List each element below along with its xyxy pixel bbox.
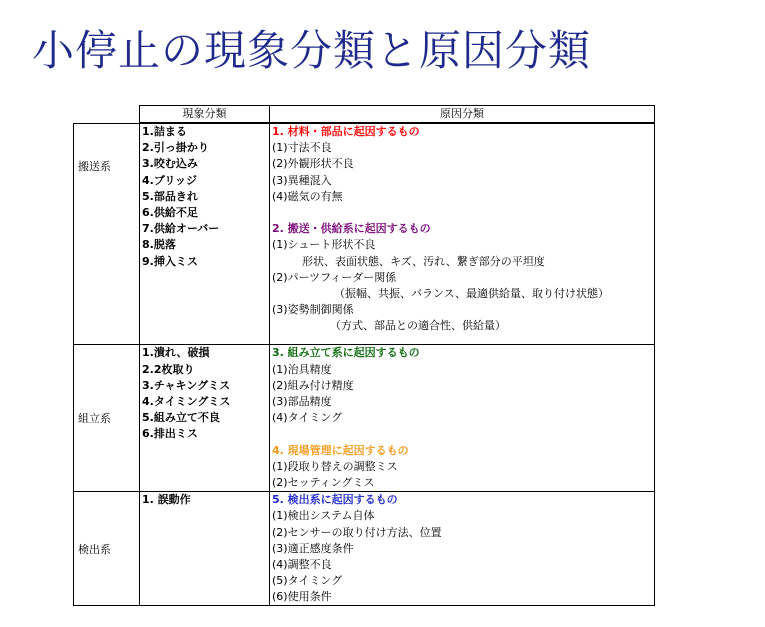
- cause-item: (2)外観形状不良: [272, 157, 354, 171]
- phenomenon-item: 7.供給オーバー: [142, 222, 220, 236]
- cause-heading: 3. 組み立て系に起因するもの: [272, 346, 420, 360]
- cause-item: (1)寸法不良: [272, 141, 332, 155]
- cause-item: (4)タイミング: [272, 411, 343, 425]
- phenomenon-item: 2.引っ掛かり: [142, 141, 209, 155]
- cause-item-detail: （方式、部品との適合性、供給量）: [330, 319, 506, 333]
- cause-item: (6)使用条件: [272, 590, 332, 604]
- phenomenon-item: 1.詰まる: [142, 125, 187, 138]
- page-title: 小停止の現象分類と原因分類: [32, 26, 592, 75]
- cause-item-detail: 形状、表面状態、キズ、汚れ、繋ぎ部分の平坦度: [302, 254, 545, 268]
- table-row-assembly: [74, 345, 655, 492]
- phenomenon-item: 3.チャキングミス: [142, 378, 231, 392]
- phenomenon-item: 2.2枚取り: [142, 362, 195, 376]
- cause-item-detail: （振幅、共振、バランス、最適供給量、取り付け状態）: [334, 286, 609, 300]
- header-row: [74, 106, 655, 124]
- cause-item: (3)部品精度: [272, 395, 332, 408]
- category-cell: 搬送系: [74, 123, 140, 345]
- cause-item: (2)セッティングミス: [272, 475, 375, 489]
- cause-item: (3)異種混入: [272, 173, 332, 187]
- cause-heading: 4. 現場管理に起因するもの: [272, 443, 409, 457]
- cause-cell: [270, 123, 655, 345]
- phenomenon-item: 5.部品きれ: [142, 189, 198, 203]
- cause-item: (1)段取り替えの調整ミス: [272, 459, 398, 473]
- phenomenon-item: 8.脱落: [142, 238, 176, 252]
- phenomenon-item: 4.ブリッジ: [142, 173, 197, 187]
- phenomenon-item: 1. 誤動作: [142, 493, 191, 507]
- spacer: [272, 205, 654, 221]
- classification-table: [73, 105, 655, 606]
- header-phenomenon: 現象分類: [140, 106, 270, 124]
- table-row-detection: [74, 492, 655, 606]
- phenomenon-cell: [140, 492, 270, 606]
- cause-item: (3)姿勢制御関係: [272, 303, 354, 317]
- cause-heading: 5. 検出系に起因するもの: [272, 493, 398, 507]
- cause-cell: [270, 345, 655, 492]
- cause-heading: 2. 搬送・供給系に起因するもの: [272, 222, 431, 236]
- cause-item: (2)組み付け精度: [272, 378, 354, 392]
- header-cause: 原因分類: [270, 106, 655, 124]
- spacer: [272, 426, 654, 442]
- phenomenon-item: 4.タイミングミス: [142, 395, 231, 408]
- phenomenon-item: 6.排出ミス: [142, 427, 198, 441]
- phenomenon-item: 3.咬む込み: [142, 157, 198, 171]
- header-blank-cell: [74, 106, 140, 124]
- category-cell: 組立系: [74, 345, 140, 492]
- cause-item: (3)適正感度条件: [272, 541, 354, 555]
- cause-item: (1)シュート形状不良: [272, 238, 376, 252]
- phenomenon-item: 6.供給不足: [142, 205, 198, 219]
- cause-item: (2)パーツフィーダー関係: [272, 270, 397, 284]
- spacer: [272, 334, 654, 344]
- phenomenon-cell: [140, 123, 270, 345]
- phenomenon-item: 5.組み立て不良: [142, 411, 220, 425]
- phenomenon-item: 1.潰れ、破損: [142, 346, 210, 360]
- cause-item: (4)調整不良: [272, 557, 332, 571]
- table-row-conveyance: [74, 123, 655, 345]
- cause-item: (4)磁気の有無: [272, 189, 343, 203]
- cause-cell: [270, 492, 655, 606]
- phenomenon-cell: [140, 345, 270, 492]
- cause-heading: 1. 材料・部品に起因するもの: [272, 125, 420, 138]
- cause-item: (5)タイミング: [272, 574, 343, 588]
- phenomenon-item: 9.挿入ミス: [142, 254, 198, 268]
- cause-item: (2)センサーの取り付け方法、位置: [272, 525, 442, 539]
- cause-item: (1)治具精度: [272, 362, 332, 376]
- category-cell: 検出系: [74, 492, 140, 606]
- cause-item: (1)検出システム自体: [272, 509, 375, 523]
